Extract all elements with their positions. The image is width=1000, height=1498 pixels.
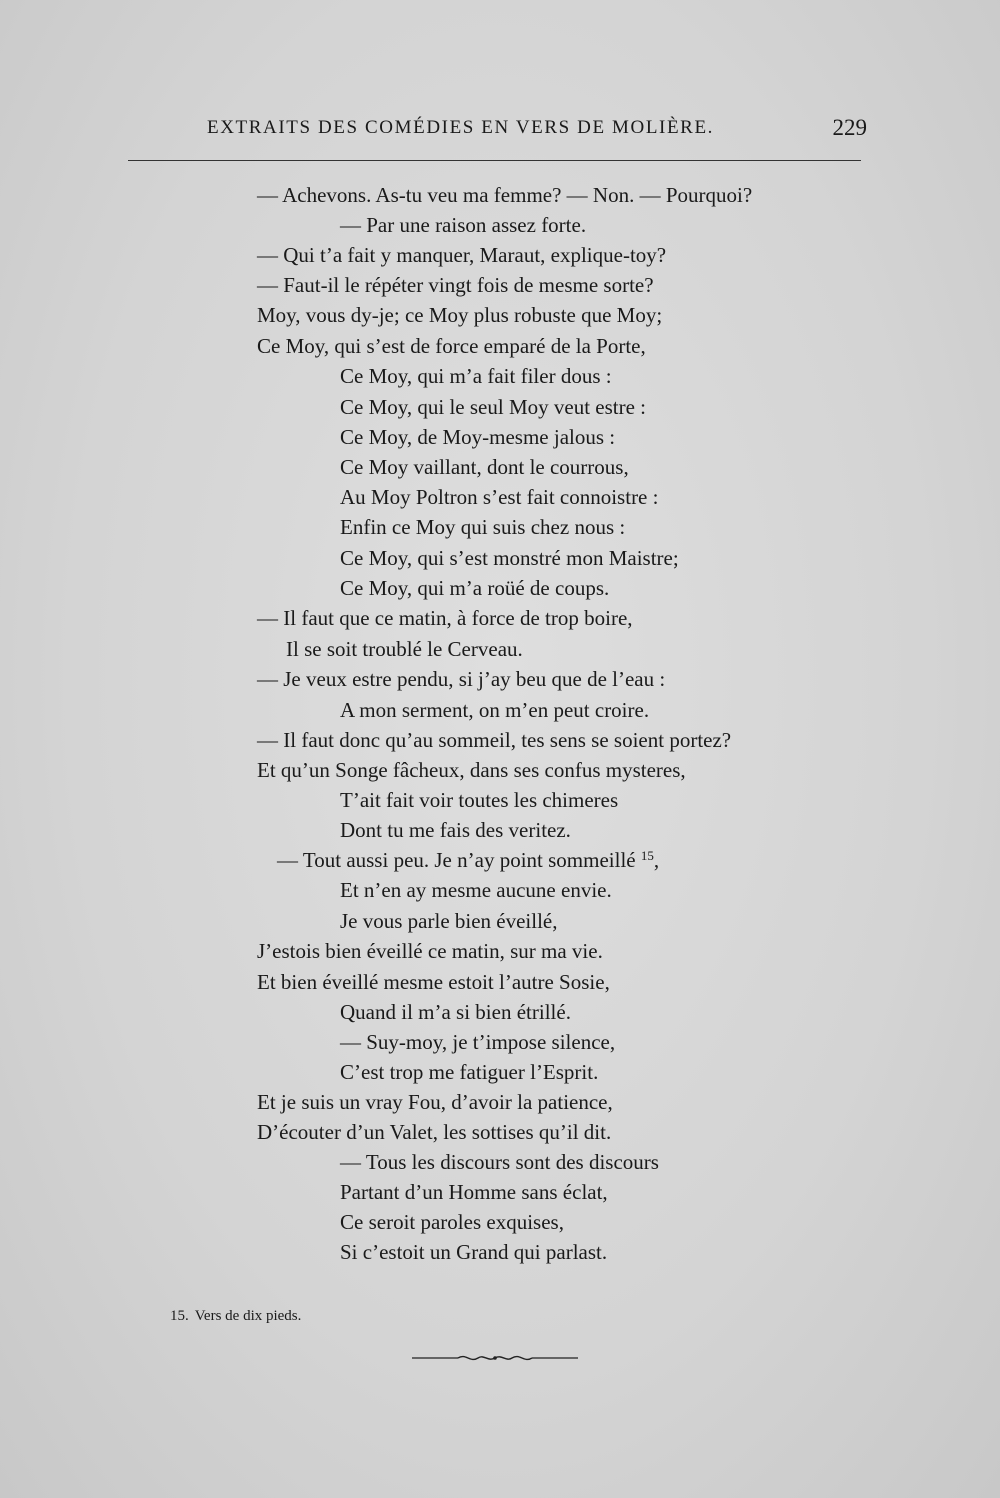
verse-line: — Par une raison assez forte. [340,213,587,237]
verse-line-text: — Tout aussi peu. Je n’ay point sommeillé [277,848,636,872]
verse-line: Ce Moy vaillant, dont le courrous, [340,455,629,479]
verse-line: Partant d’un Homme sans éclat, [340,1180,608,1204]
verse-line: Je vous parle bien éveillé, [340,909,558,933]
verse-line: — Il faut donc qu’au sommeil, tes sens se soient portez? [257,728,732,752]
tailpiece-ornament-icon [410,1350,580,1366]
verse-line: Ce seroit paroles exquises, [340,1210,564,1234]
verse-line: — Suy-moy, je t’impose silence, [340,1030,616,1054]
verse-line: — Achevons. As-tu veu ma femme? — Non. — Pourquoi? [257,183,753,207]
running-title: EXTRAITS DES COMÉDIES EN VERS DE MOLIÈRE. [207,117,714,138]
verse-line: Il se soit troublé le Cerveau. [286,637,523,661]
verse-line: — Je veux estre pendu, si j’ay beu que de l’eau : [257,667,666,691]
verse-line: J’estois bien éveillé ce matin, sur ma vie. [257,939,603,963]
page-number: 229 [832,115,867,140]
verse-line: Quand il m’a si bien étrillé. [340,1000,571,1024]
verse-line: D’écouter d’un Valet, les sottises qu’il dit. [257,1120,612,1144]
verse-line: T’ait fait voir toutes les chimeres [340,788,619,812]
verse-line: Si c’estoit un Grand qui parlast. [340,1240,608,1264]
header-rule [128,160,861,161]
verse-line: Ce Moy, de Moy-mesme jalous : [340,425,616,449]
verse-line: Ce Moy, qui le seul Moy veut estre : [340,395,647,419]
verse-line: — Tous les discours sont des discours [340,1150,659,1174]
verse-line-with-note [277,848,659,872]
verse-line: — Qui t’a fait y manquer, Maraut, explique-toy? [257,243,667,267]
verse-line: Et bien éveillé mesme estoit l’autre Sosie, [257,970,610,994]
footnote [170,1308,301,1325]
running-head [207,117,867,151]
verse-line: Ce Moy, qui s’est monstré mon Maistre; [340,546,679,570]
verse-line: Enfin ce Moy qui suis chez nous : [340,515,626,539]
verse-line: Ce Moy, qui m’a fait filer dous : [340,364,612,388]
verse-line: A mon serment, on m’en peut croire. [340,698,650,722]
verse-line: — Faut-il le répéter vingt fois de mesme sorte? [257,273,654,297]
verse-line: Moy, vous dy-je; ce Moy plus robuste que Moy; [257,303,663,327]
verse-line: Et je suis un vray Fou, d’avoir la patience, [257,1090,613,1114]
footnote-number: 15. [170,1308,189,1324]
verse-line: Ce Moy, qui m’a roüé de coups. [340,576,610,600]
verse-line: C’est trop me fatiguer l’Esprit. [340,1060,599,1084]
footnote-text: Vers de dix pieds. [194,1308,302,1324]
verse-line-comma: , [653,848,660,872]
verse-line: Dont tu me fais des veritez. [340,818,571,842]
verse-line: Et qu’un Songe fâcheux, dans ses confus mysteres, [257,758,686,782]
verse-line: Ce Moy, qui s’est de force emparé de la Porte, [257,334,646,358]
verse-line: Et n’en ay mesme aucune envie. [340,878,612,902]
verse-line: — Il faut que ce matin, à force de trop boire, [257,606,633,630]
verse-line: Au Moy Poltron s’est fait connoistre : [340,485,659,509]
footnote-reference[interactable]: 15 [640,848,654,863]
